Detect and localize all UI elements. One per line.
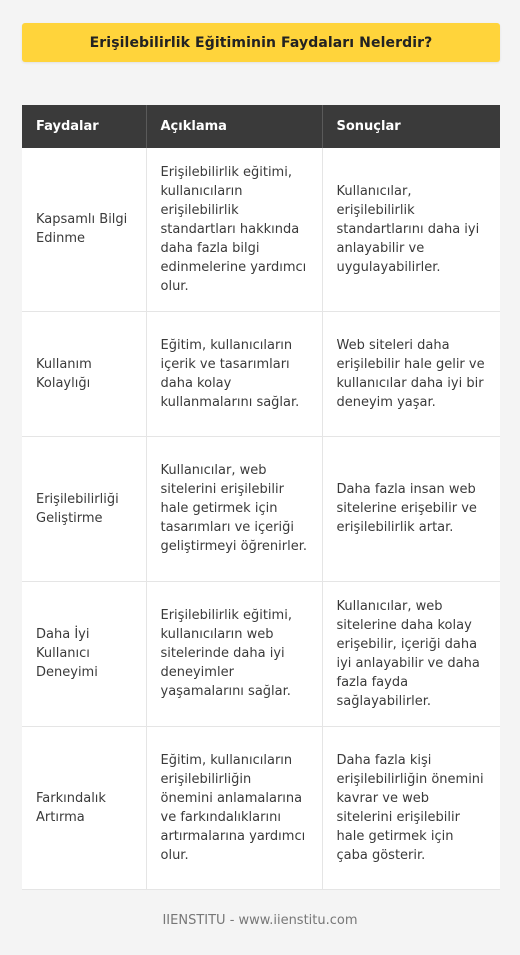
benefit-cell: Kapsamlı Bilgi Edinme [22,148,146,311]
result-cell: Kullanıcılar, erişilebilirlik standartlarını daha iyi anlayabilir ve uygulayabilirler. [322,148,500,311]
result-cell: Daha fazla insan web sitelerine erişebilir ve erişilebilirlik artar. [322,436,500,581]
table-row [22,148,500,311]
result-cell: Daha fazla kişi erişilebilirliğin önemini kavrar ve web sitelerini erişilebilir hale getirmek için çaba gösterir. [322,726,500,889]
description-cell: Erişilebilirlik eğitimi, kullanıcıların erişilebilirlik standartları hakkında daha fazla bilgi edinmelerine yardımcı olur. [146,148,322,311]
table-row [22,726,500,889]
table-row [22,436,500,581]
description-cell: Erişilebilirlik eğitimi, kullanıcıların web sitelerinde daha iyi deneyimler yaşamalarını sağlar. [146,581,322,726]
column-header-benefits: Faydalar [22,105,146,148]
column-header-results: Sonuçlar [322,105,500,148]
description-cell: Eğitim, kullanıcıların içerik ve tasarımları daha kolay kullanmalarını sağlar. [146,311,322,436]
result-cell: Kullanıcılar, web sitelerine daha kolay erişebilir, içeriği daha iyi anlayabilir ve daha fazla fayda sağlayabilirler. [322,581,500,726]
result-cell: Web siteleri daha erişilebilir hale gelir ve kullanıcılar daha iyi bir deneyim yaşar. [322,311,500,436]
benefits-table [22,105,500,890]
description-cell: Kullanıcılar, web sitelerini erişilebilir hale getirmek için tasarımları ve içeriği geliştirmeyi öğrenirler. [146,436,322,581]
benefit-cell: Kullanım Kolaylığı [22,311,146,436]
page-title: Erişilebilirlik Eğitiminin Faydaları Nelerdir? [89,34,433,51]
title-banner [22,23,500,62]
table-row [22,311,500,436]
benefit-cell: Erişilebilirliği Geliştirme [22,436,146,581]
footer-credit: IIENSTITU - www.iienstitu.com [162,913,358,928]
column-header-description: Açıklama [146,105,322,148]
benefit-cell: Daha İyi Kullanıcı Deneyimi [22,581,146,726]
table-header-row [22,105,500,148]
description-cell: Eğitim, kullanıcıların erişilebilirliğin önemini anlamalarına ve farkındalıklarını artırmalarına yardımcı olur. [146,726,322,889]
table-row [22,581,500,726]
benefit-cell: Farkındalık Artırma [22,726,146,889]
